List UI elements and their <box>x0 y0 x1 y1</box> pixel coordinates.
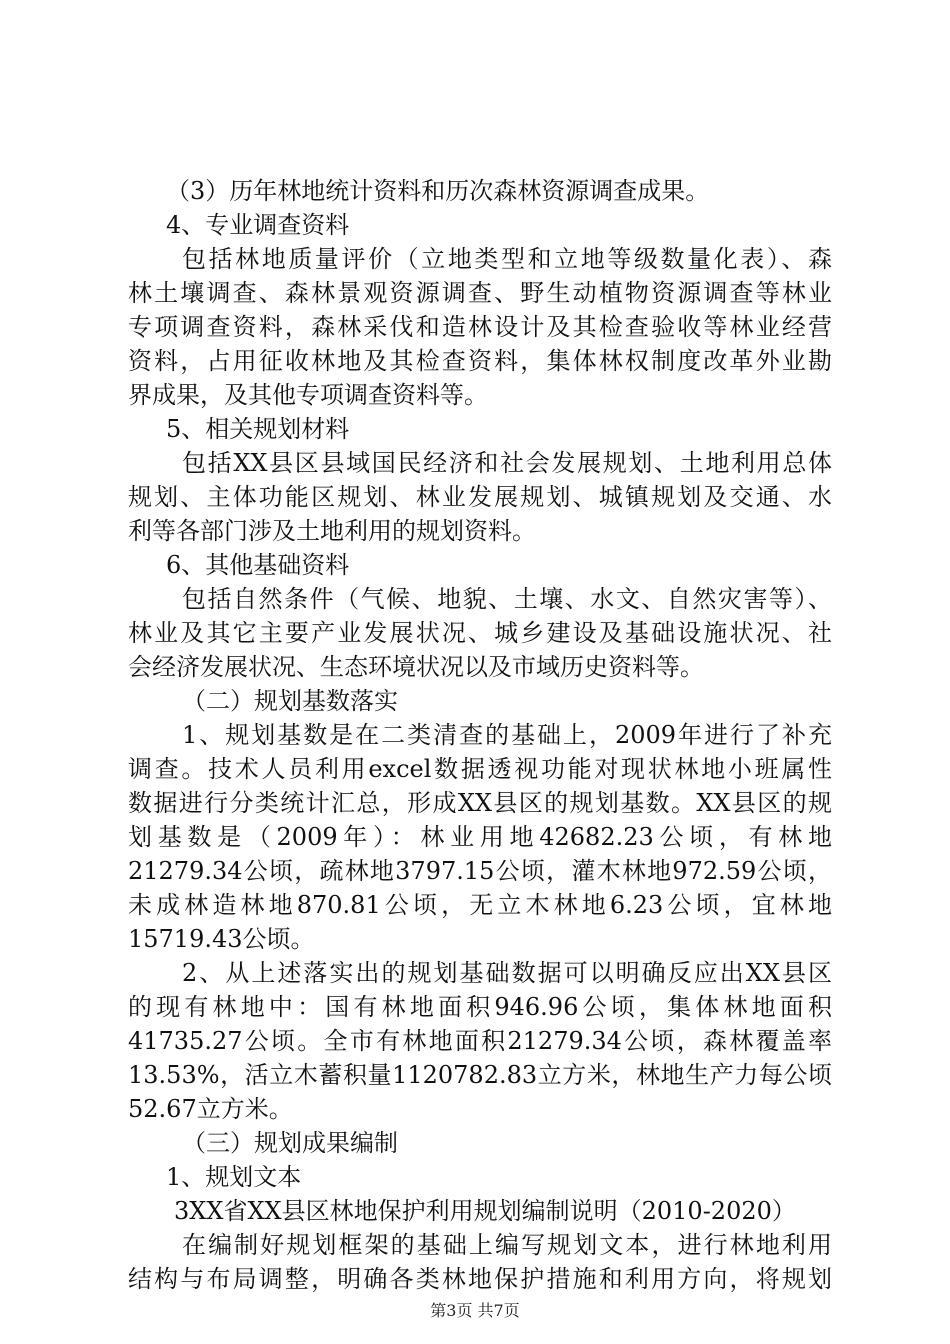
text-line: 林土壤调查、森林景观资源调查、野生动植物资源调查等林业 <box>128 279 832 307</box>
section-heading: （二）规划基数落实 <box>182 687 398 715</box>
page-footer: 第3页 共7页 <box>430 1301 520 1320</box>
section-heading: 6、其他基础资料 <box>166 551 350 579</box>
text-line: （3）历年林地统计资料和历次森林资源调查成果。 <box>166 177 710 205</box>
text-line: 资料，占用征收林地及其检查资料，集体林权制度改革外业勘 <box>128 347 832 375</box>
text-line: 1、规划基数是在二类清查的基础上，2009年进行了补充 <box>182 721 832 749</box>
text-line: 界成果，及其他专项调查资料等。 <box>128 381 488 409</box>
section-heading: （三）规划成果编制 <box>182 1129 398 1157</box>
section-heading: 4、专业调查资料 <box>166 211 350 239</box>
text-line: 划基数是（2009年）：林业用地42682.23公顷，有林地 <box>128 823 832 851</box>
text-line: 结构与布局调整，明确各类林地保护措施和利用方向，将规划 <box>128 1265 832 1293</box>
text-line: 数据进行分类统计汇总，形成XX县区的规划基数。XX县区的规 <box>128 789 832 817</box>
text-line: 21279.34公顷，疏林地3797.15公顷，灌木林地972.59公顷， <box>128 857 832 885</box>
text-line: 2、从上述落实出的规划基础数据可以明确反应出XX县区 <box>182 959 832 987</box>
text-line: 调查。技术人员利用excel数据透视功能对现状林地小班属性 <box>128 755 832 783</box>
text-line: 专项调查资料，森林采伐和造林设计及其检查验收等林业经营 <box>128 313 832 341</box>
text-line: 未成林造林地870.81公顷，无立木林地6.23公顷，宜林地 <box>128 891 832 919</box>
text-line: 在编制好规划框架的基础上编写规划文本，进行林地利用 <box>182 1231 832 1259</box>
text-line: 41735.27公顷。全市有林地面积21279.34公顷，森林覆盖率 <box>128 1027 832 1055</box>
text-line: 包括自然条件（气候、地貌、土壤、水文、自然灾害等）、 <box>182 585 832 613</box>
text-line: 利等各部门涉及土地利用的规划资料。 <box>128 517 536 545</box>
section-heading: 1、规划文本 <box>166 1163 302 1191</box>
text-line: 13.53%，活立木蓄积量1120782.83立方米，林地生产力每公顷 <box>128 1061 832 1089</box>
text-line: 包括XX县区县域国民经济和社会发展规划、土地利用总体 <box>182 449 832 477</box>
text-line: 林业及其它主要产业发展状况、城乡建设及基础设施状况、社 <box>128 619 832 647</box>
text-line: 的现有林地中：国有林地面积946.96公顷，集体林地面积 <box>128 993 832 1021</box>
text-line: 52.67立方米。 <box>128 1095 293 1123</box>
text-line: 3XX省XX县区林地保护利用规划编制说明（2010-2020） <box>174 1197 796 1225</box>
text-line: 15719.43公顷。 <box>128 925 315 953</box>
section-heading: 5、相关规划材料 <box>166 415 350 443</box>
text-line: 规划、主体功能区规划、林业发展规划、城镇规划及交通、水 <box>128 483 832 511</box>
text-line: 包括林地质量评价（立地类型和立地等级数量化表）、森 <box>182 245 832 273</box>
text-line: 会经济发展状况、生态环境状况以及市域历史资料等。 <box>128 653 704 681</box>
